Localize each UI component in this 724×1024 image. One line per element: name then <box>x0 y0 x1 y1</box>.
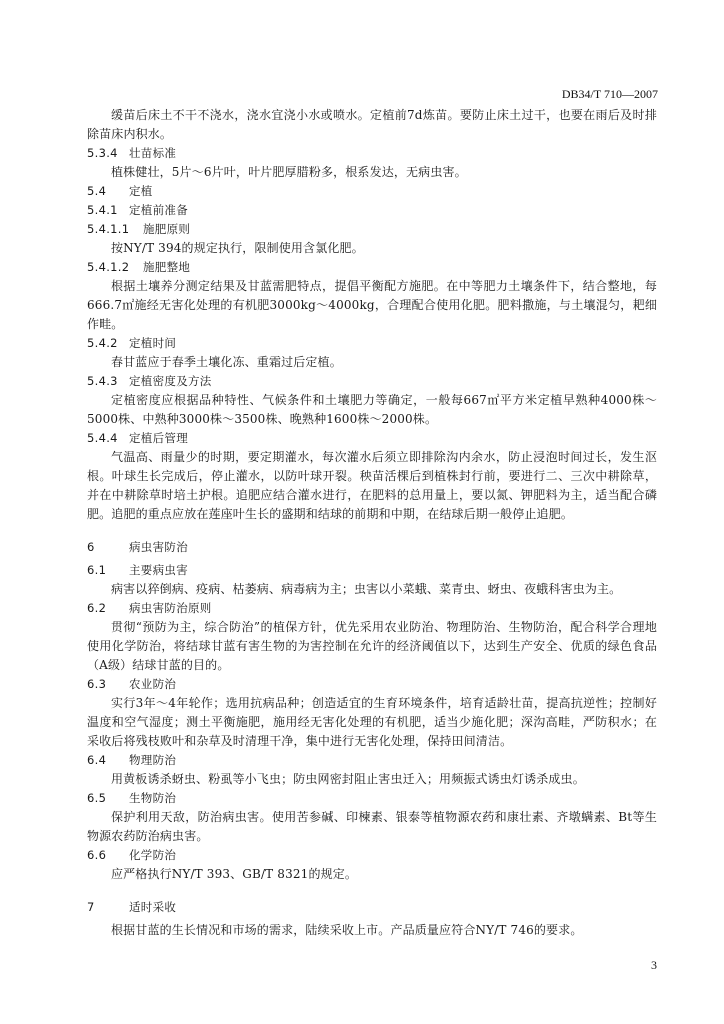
paragraph: 缓苗后床土不干不浇水，浇水宜浇小水或喷水。定植前7d炼苗。要防止床土过干，也要在雨后及时排除苗床内积水。 <box>87 108 657 141</box>
section-number: 6 <box>87 540 95 554</box>
paragraph: 气温高、雨量少的时期，要定期灌水，每次灌水后须立即排除沟内余水，防止浸泡时间过长，发生沤根。叶球生长完成后，停止灌水，以防叶球开裂。秧苗活棵后到植株封行前，要进行二、三次中耕除草，并在中耕除草时培土护根。追肥应结合灌水进行，在肥料的总用量上，要以氮、钾肥料为主，适当配合磷肥。追肥的重点应放在莲座叶生长的盛期和结球的前期和中期，在结球后期一般停止追肥。 <box>87 450 657 521</box>
section-heading <box>87 846 657 865</box>
section-title: 病虫害防治 <box>129 540 188 554</box>
paragraph: 病害以猝倒病、疫病、枯萎病、病毒病为主；虫害以小菜蛾、菜青虫、蚜虫、夜蛾科害虫为主。 <box>111 582 622 596</box>
section-title: 主要病虫害 <box>129 563 188 577</box>
page-number: 3 <box>651 958 657 972</box>
section-title: 施肥原则 <box>143 222 191 236</box>
section-number: 5.4.1 <box>87 203 118 217</box>
section-title: 生物防治 <box>129 791 177 805</box>
paragraph: 根据土壤养分测定结果及甘蓝需肥特点，提倡平衡配方施肥。在中等肥力土壤条件下，结合整地，每666.7㎡施经无害化处理的有机肥3000kg～4000kg，合理配合使用化肥。肥料撒施，与土壤混匀，耙细作畦。 <box>87 279 657 331</box>
section-heading <box>87 561 657 580</box>
section-number: 5.4 <box>87 184 107 198</box>
section-heading <box>87 599 657 618</box>
section-title: 定植时间 <box>129 336 177 350</box>
chapter-heading <box>87 898 657 917</box>
section-title: 定植后管理 <box>129 431 188 445</box>
section-heading <box>87 372 657 391</box>
section-number: 5.4.3 <box>87 374 118 388</box>
paragraph: 定植密度应根据品种特性、气候条件和土壤肥力等确定，一般每667㎡平方米定植早熟种4000株～5000株、中熟种3000株～3500株、晚熟种1600株～2000株。 <box>87 393 657 426</box>
chapter-heading <box>87 538 657 557</box>
section-number: 5.4.2 <box>87 336 118 350</box>
section-title: 定植密度及方法 <box>129 374 212 388</box>
section-heading <box>87 201 657 220</box>
section-title: 病虫害防治原则 <box>129 601 212 615</box>
section-title: 壮苗标准 <box>129 146 177 160</box>
section-heading <box>87 429 657 448</box>
paragraph: 用黄板诱杀蚜虫、粉虱等小飞虫；防虫网密封阻止害虫迁入；用频振式诱虫灯诱杀成虫。 <box>111 772 585 786</box>
section-heading <box>87 751 657 770</box>
standard-code-header: DB34/T 710—2007 <box>561 87 658 101</box>
section-title: 适时采收 <box>129 900 177 914</box>
paragraph: 保护利用天敌，防治病虫害。使用苦参碱、印楝素、银泰等植物源农药和康壮素、齐墩螨素、Bt等生物源农药防治病虫害。 <box>87 810 657 843</box>
section-number: 7 <box>87 900 95 914</box>
section-number: 5.4.1.2 <box>87 260 130 274</box>
paragraph: 按NY/T 394的规定执行，限制使用含氯化肥。 <box>111 241 364 255</box>
section-number: 5.4.1.1 <box>87 222 130 236</box>
section-title: 施肥整地 <box>143 260 191 274</box>
section-heading <box>87 182 657 201</box>
paragraph: 实行3年～4年轮作；选用抗病品种；创造适宜的生育环境条件，培育适龄壮苗，提高抗逆性；控制好温度和空气湿度；测土平衡施肥，施用经无害化处理的有机肥，适当少施化肥；深沟高畦，严防积水；在采收后将残枝败叶和杂草及时清理干净，集中进行无害化处理，保持田间清洁。 <box>87 696 657 748</box>
section-number: 6.4 <box>87 753 107 767</box>
section-title: 定植前准备 <box>129 203 188 217</box>
paragraph: 贯彻“预防为主，综合防治”的植保方针，优先采用农业防治、物理防治、生物防治，配合科学合理地使用化学防治，将结球甘蓝有害生物的为害控制在允许的经济阈值以下，达到生产安全、优质的绿色食品（A级）结球甘蓝的目的。 <box>87 620 657 672</box>
section-heading <box>87 220 657 239</box>
paragraph: 植株健壮，5片～6片叶，叶片肥厚腊粉多，根系发达，无病虫害。 <box>111 165 467 179</box>
section-number: 6.2 <box>87 601 107 615</box>
section-number: 5.4.4 <box>87 431 118 445</box>
section-title: 农业防治 <box>129 677 177 691</box>
paragraph: 根据甘蓝的生长情况和市场的需求，陆续采收上市。产品质量应符合NY/T 746的要求。 <box>111 923 583 937</box>
section-number: 6.3 <box>87 677 107 691</box>
section-heading <box>87 334 657 353</box>
section-number: 6.5 <box>87 791 107 805</box>
section-number: 6.6 <box>87 848 107 862</box>
section-heading <box>87 675 657 694</box>
section-title: 物理防治 <box>129 753 177 767</box>
paragraph: 春甘蓝应于春季土壤化冻、重霜过后定植。 <box>111 355 342 369</box>
document-body <box>87 106 657 940</box>
section-title: 定植 <box>129 184 153 198</box>
paragraph: 应严格执行NY/T 393、GB/T 8321的规定。 <box>111 867 358 881</box>
section-number: 5.3.4 <box>87 146 118 160</box>
section-title: 化学防治 <box>129 848 177 862</box>
section-heading <box>87 144 657 163</box>
section-number: 6.1 <box>87 563 107 577</box>
section-heading <box>87 258 657 277</box>
section-heading <box>87 789 657 808</box>
